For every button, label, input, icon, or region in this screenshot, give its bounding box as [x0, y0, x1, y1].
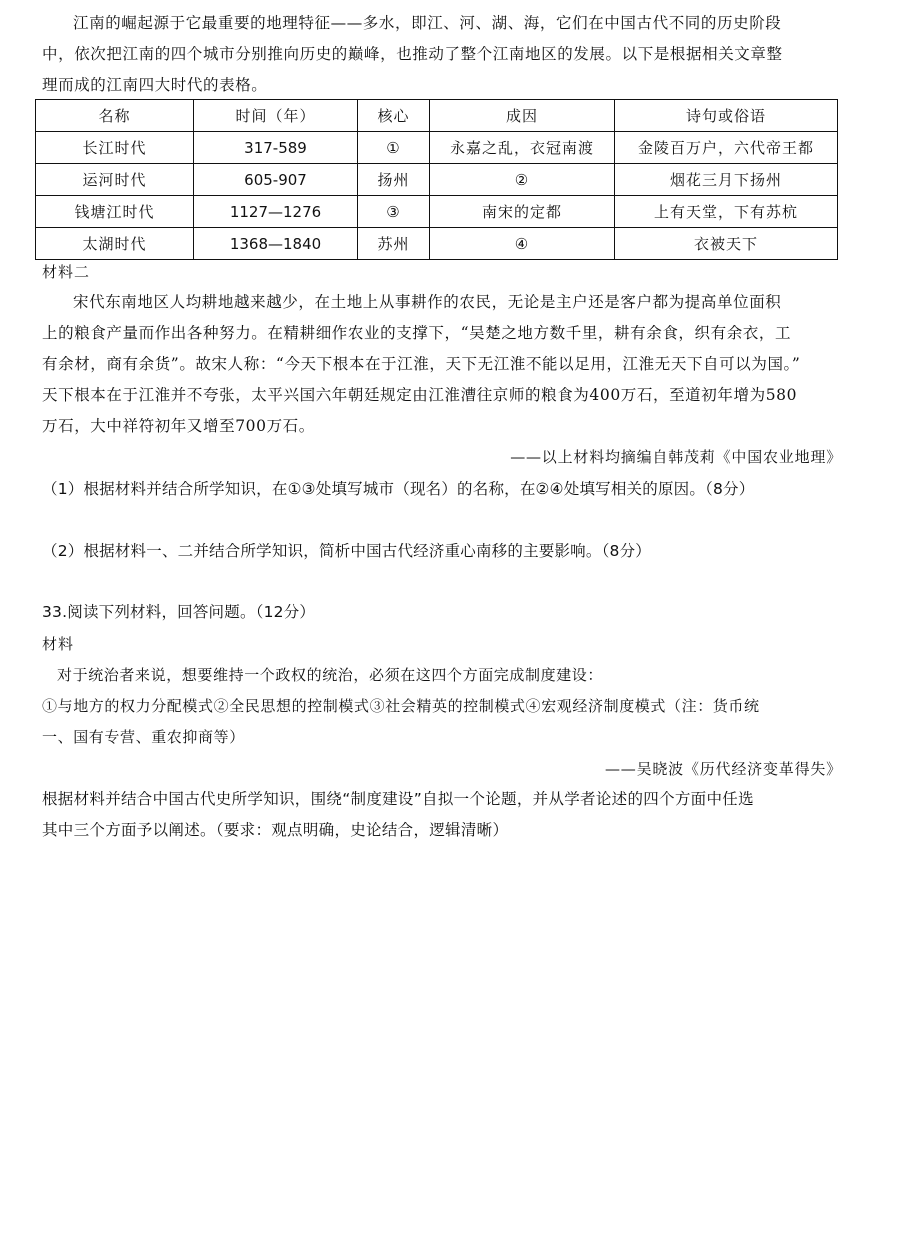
header-name: 名称: [36, 100, 194, 132]
cell-poem: 衣被天下: [615, 228, 838, 260]
question-33-line-2: ①与地方的权力分配模式②全民思想的控制模式③社会精英的控制模式④宏观经济制度模式（注：货币统: [42, 697, 760, 715]
question-33-task-line-2: 其中三个方面予以阐述。（要求：观点明确，史论结合，逻辑清晰）: [42, 821, 509, 839]
cell-poem: 烟花三月下扬州: [615, 164, 838, 196]
question-33-source: ——吴晓波《历代经济变革得失》: [604, 760, 842, 778]
cell-core: ③: [358, 196, 430, 228]
cell-cause: ④: [430, 228, 615, 260]
cell-cause: 永嘉之乱，衣冠南渡: [430, 132, 615, 164]
cell-core: 扬州: [358, 164, 430, 196]
table-header-row: [36, 100, 838, 132]
table-row: [36, 228, 838, 260]
material-2-line-2: 上的粮食产量而作出各种努力。在精耕细作农业的支撑下，“吴楚之地方数千里，耕有余食，织有余衣，工: [42, 324, 792, 342]
question-33-line-3: 一、国有专营、重农抑商等）: [42, 728, 245, 746]
header-time: 时间（年）: [194, 100, 358, 132]
question-33-task-line-1: 根据材料并结合中国古代史所学知识，围绕“制度建设”自拟一个论题，并从学者论述的四个方面中任选: [42, 790, 754, 808]
table-row: [36, 196, 838, 228]
material-2-line-5: 万石，大中祥符初年又增至700万石。: [42, 417, 315, 435]
question-33-line-1: 对于统治者来说，想要维持一个政权的统治，必须在这四个方面完成制度建设：: [57, 666, 604, 684]
era-table: [35, 99, 838, 260]
question-1: （1）根据材料并结合所学知识，在①③处填写城市（现名）的名称，在②④处填写相关的原因。（8分）: [42, 480, 755, 498]
intro-line-1: 江南的崛起源于它最重要的地理特征——多水，即江、河、湖、海，它们在中国古代不同的历史阶段: [73, 14, 782, 32]
cell-time: 605-907: [194, 164, 358, 196]
intro-line-2: 中，依次把江南的四个城市分别推向历史的巅峰，也推动了整个江南地区的发展。以下是根据相关文章整: [42, 45, 783, 63]
cell-name: 运河时代: [36, 164, 194, 196]
cell-time: 317-589: [194, 132, 358, 164]
cell-poem: 金陵百万户，六代帝王都: [615, 132, 838, 164]
question-2: （2）根据材料一、二并结合所学知识，简析中国古代经济重心南移的主要影响。（8分）: [42, 542, 651, 560]
header-cause: 成因: [430, 100, 615, 132]
material-2-paragraph: [42, 287, 848, 442]
cell-name: 太湖时代: [36, 228, 194, 260]
intro-paragraph: [42, 8, 848, 101]
material-2-source: ——以上材料均摘编自韩茂莉《中国农业地理》: [510, 448, 842, 466]
question-33-material-label: 材料: [42, 635, 75, 653]
cell-name: 长江时代: [36, 132, 194, 164]
table-row: [36, 164, 838, 196]
cell-cause: ②: [430, 164, 615, 196]
material-2-line-1: 宋代东南地区人均耕地越来越少，在土地上从事耕作的农民，无论是主户还是客户都为提高单位面积: [73, 293, 782, 311]
material-2-line-3: 有余材，商有余货”。故宋人称：“今天下根本在于江淮，天下无江淮不能以足用，江淮无天下自可以为国。”: [42, 355, 801, 373]
cell-time: 1368—1840: [194, 228, 358, 260]
header-core: 核心: [358, 100, 430, 132]
cell-poem: 上有天堂，下有苏杭: [615, 196, 838, 228]
cell-time: 1127—1276: [194, 196, 358, 228]
cell-cause: 南宋的定都: [430, 196, 615, 228]
question-33-title: 33.阅读下列材料，回答问题。（12分）: [42, 603, 316, 621]
material-2-line-4: 天下根本在于江淮并不夸张，太平兴国六年朝廷规定由江淮漕往京师的粮食为400万石，至道初年增为580: [42, 386, 798, 404]
cell-name: 钱塘江时代: [36, 196, 194, 228]
material-2-label: 材料二: [42, 263, 91, 281]
cell-core: 苏州: [358, 228, 430, 260]
question-33-material: [42, 660, 848, 753]
header-poem: 诗句或俗语: [615, 100, 838, 132]
table-row: [36, 132, 838, 164]
intro-line-3: 理而成的江南四大时代的表格。: [42, 76, 268, 94]
question-33-task: [42, 784, 848, 846]
cell-core: ①: [358, 132, 430, 164]
